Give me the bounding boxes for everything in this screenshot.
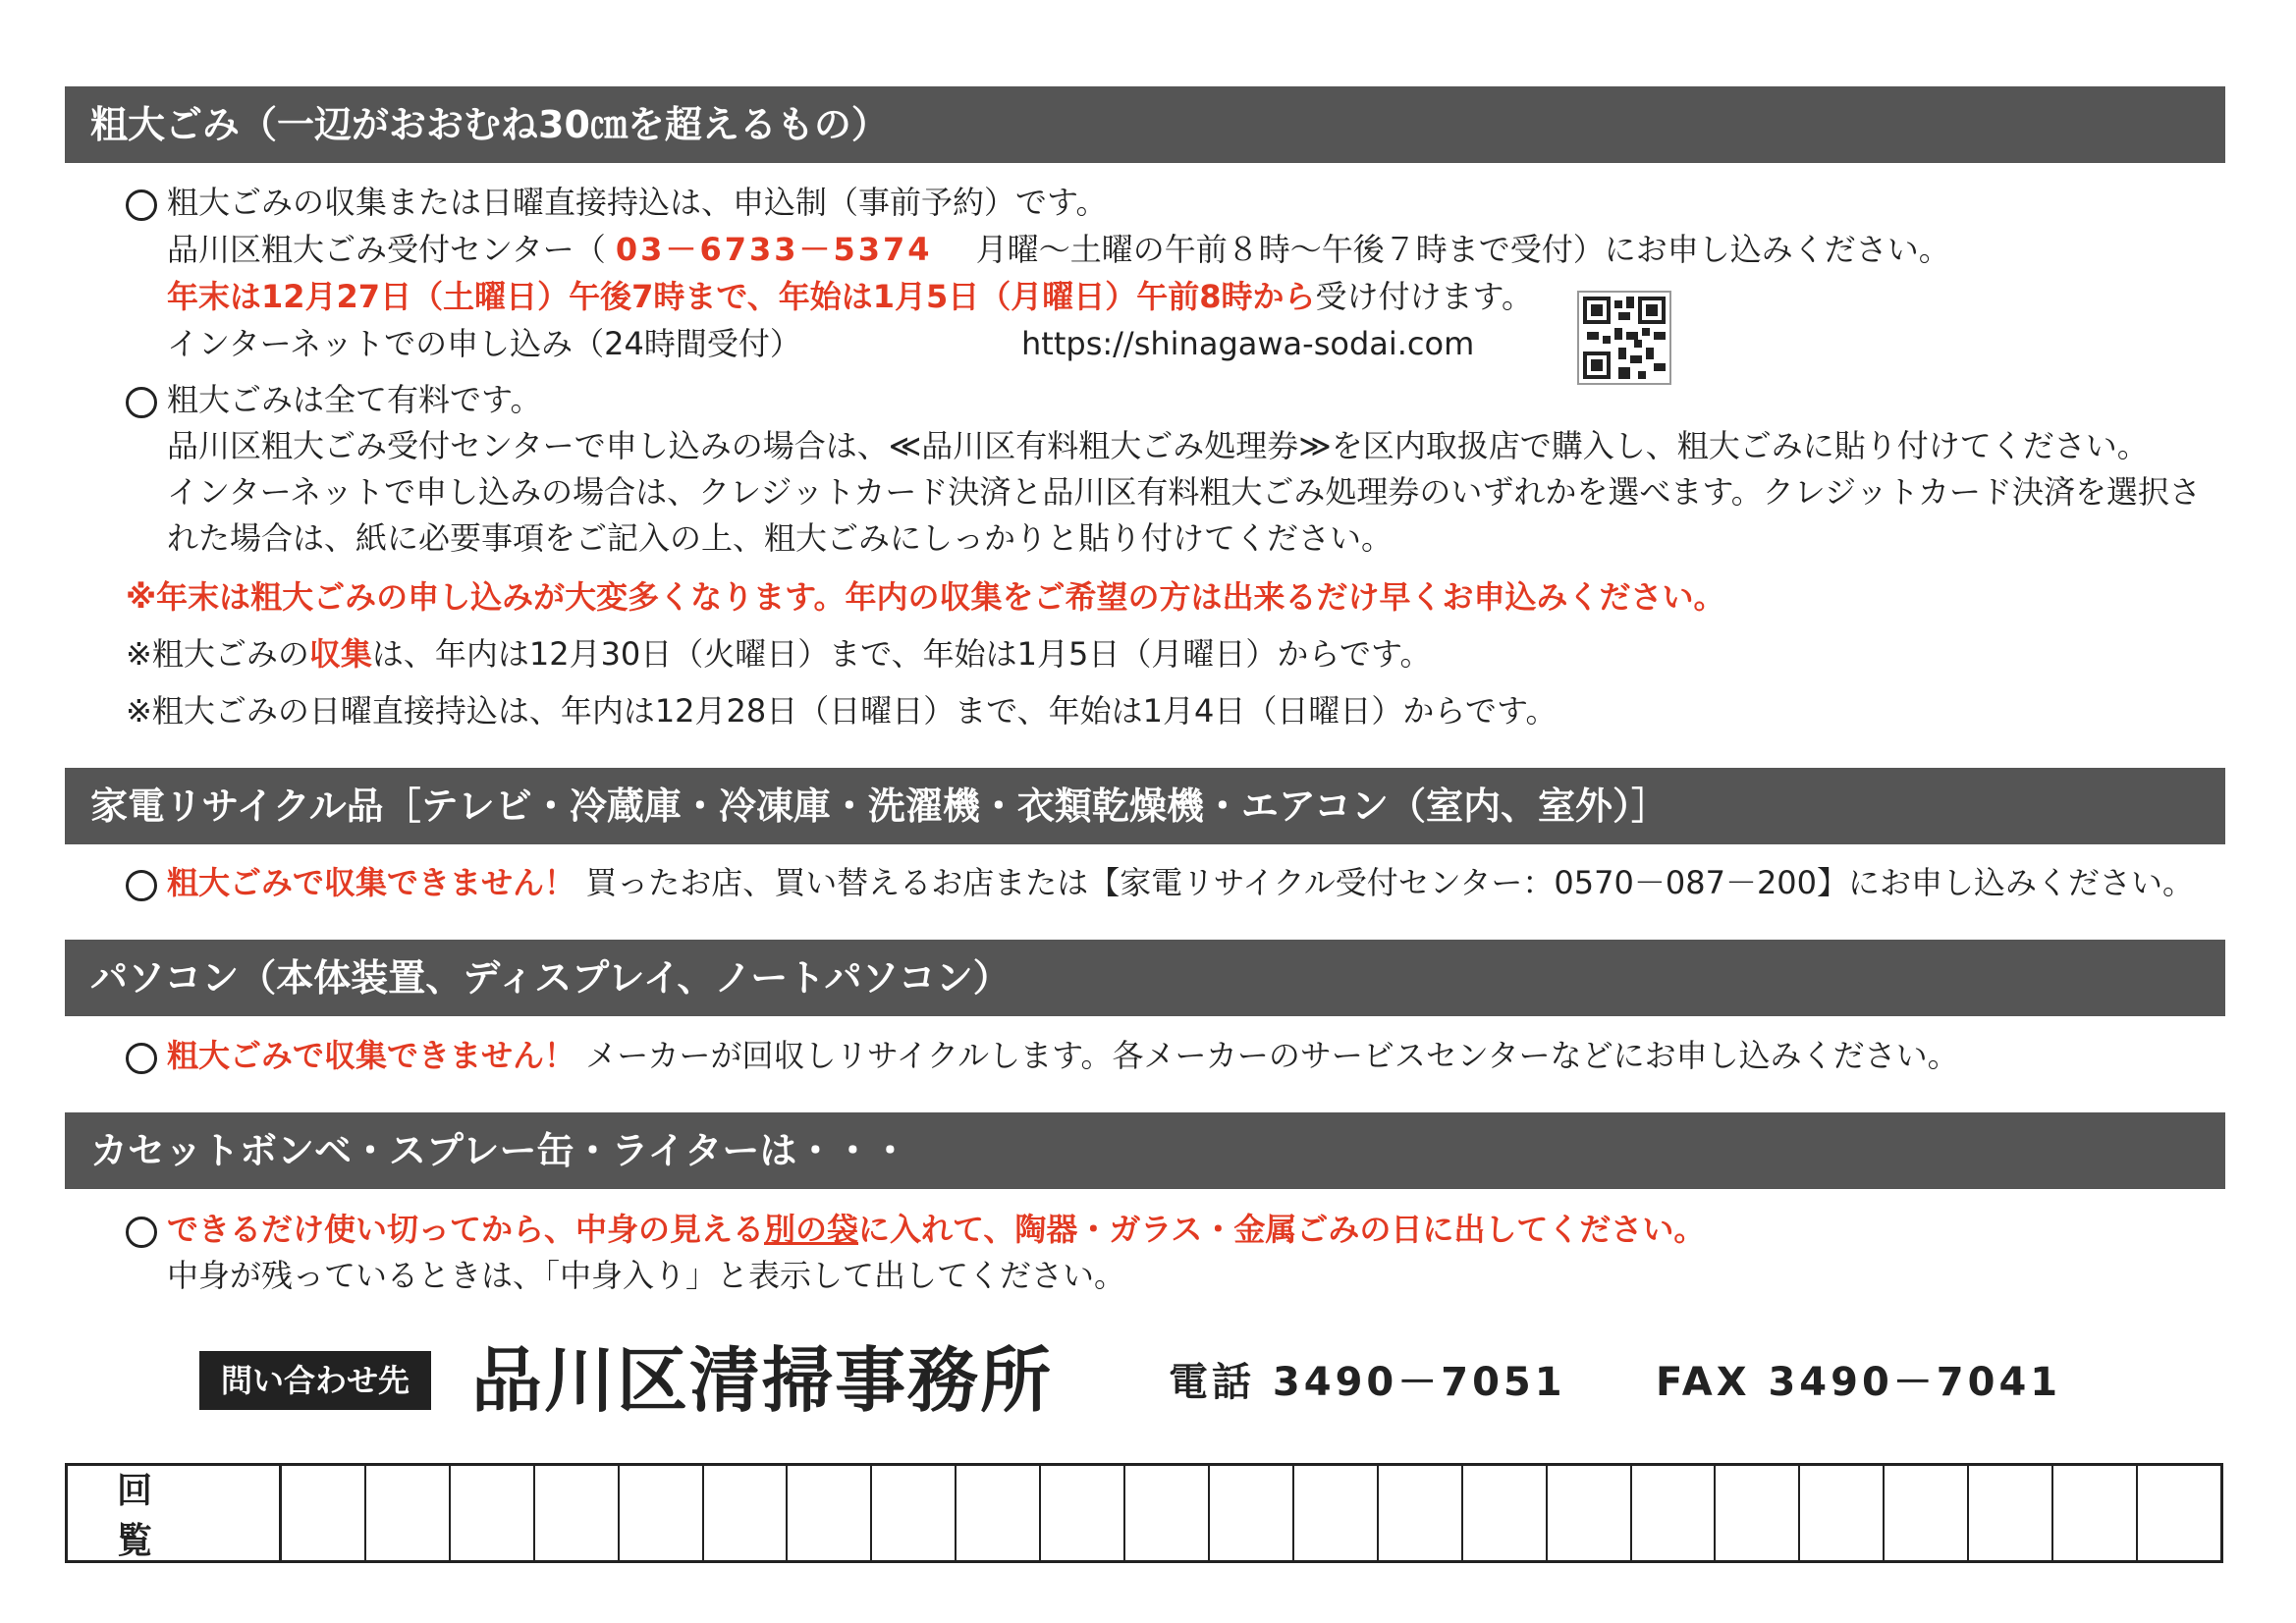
credit-card-option-text-2: れた場合は、紙に必要事項をご記入の上、粗大ごみにしっかりと貼り付けてください。 xyxy=(167,519,1394,557)
circulation-cell xyxy=(2053,1466,2138,1560)
office-name: 品川区清掃事務所 xyxy=(471,1339,1054,1422)
not-collected-warning: 粗大ごみで収集できません！ xyxy=(167,864,576,901)
appliance-recycling-text xyxy=(167,861,2194,904)
circulation-cell xyxy=(2138,1466,2220,1560)
collection-note-prefix: ※粗大ごみの xyxy=(126,635,309,673)
collection-note-highlight: 収集 xyxy=(308,635,372,673)
gas-can-disposal-text xyxy=(167,1208,1705,1251)
application-url-link[interactable]: https://shinagawa-sodai.com xyxy=(1021,325,1475,362)
circulation-cell xyxy=(535,1466,620,1560)
internet-application-text: インターネットでの申し込み（24時間受付） xyxy=(167,325,801,362)
office-fax: FAX 3490－7041 xyxy=(1656,1360,2062,1405)
circulation-cell xyxy=(1632,1466,1717,1560)
gas-can-text-c: に入れて、陶器・ガラス・金属ごみの日に出してください。 xyxy=(858,1211,1706,1248)
bullet-circle xyxy=(126,387,157,418)
circulation-cell xyxy=(957,1466,1041,1560)
qr-code xyxy=(1577,291,1671,385)
section-header-gas-cans: カセットボンベ・スプレー缶・ライターは・・・ xyxy=(65,1112,2225,1189)
circulation-label: 回覧 xyxy=(68,1466,282,1560)
ticket-purchase-text: 品川区粗大ごみ受付センターで申し込みの場合は、≪品川区有料粗大ごみ処理券≫を区内取扱店で購入し、粗大ごみに貼り付けてください。 xyxy=(167,427,2149,464)
contents-remaining-text: 中身が残っているときは、「中身入り」と表示して出してください。 xyxy=(167,1257,1126,1294)
sunday-dropoff-note: ※粗大ごみの日曜直接持込は、年内は12月28日（日曜日）まで、年始は1月4日（日曜日）からです。 xyxy=(126,692,1558,730)
contact-label: 問い合わせ先 xyxy=(199,1351,431,1410)
collection-note-suffix: は、年内は12月30日（火曜日）まで、年始は1月5日（月曜日）からです。 xyxy=(371,635,1432,673)
circulation-cell xyxy=(1041,1466,1125,1560)
circulation-cell xyxy=(1463,1466,1548,1560)
office-phone: 電話 3490－7051 xyxy=(1169,1360,1566,1405)
circulation-cell xyxy=(1969,1466,2053,1560)
bulky-reservation-text: 粗大ごみの収集または日曜直接持込は、申込制（事前予約）です。 xyxy=(167,184,1108,221)
circulation-cell xyxy=(1548,1466,1632,1560)
circulation-cell xyxy=(1294,1466,1379,1560)
bullet-circle xyxy=(126,1217,157,1248)
circulation-cell xyxy=(872,1466,957,1560)
circulation-cell xyxy=(1716,1466,1800,1560)
bullet-circle xyxy=(126,870,157,901)
circulation-cell xyxy=(366,1466,451,1560)
year-end-busy-notice: ※年末は粗大ごみの申し込みが大変多くなります。年内の収集をご希望の方は出来るだけ早くお申込みください。 xyxy=(126,578,1725,616)
gas-can-text-a: できるだけ使い切ってから、中身の見える xyxy=(167,1211,765,1248)
reception-hours: 月曜～土曜の午前８時～午後７時まで受付）にお申し込みください。 xyxy=(975,231,1950,268)
pc-recycling-text xyxy=(167,1034,1959,1077)
circulation-table xyxy=(65,1463,2223,1563)
circulation-cell xyxy=(1379,1466,1463,1560)
collection-schedule-note xyxy=(126,632,1431,676)
appliance-recycling-instructions: 買ったお店、買い替えるお店または【家電リサイクル受付センター：0570－087－200】にお申し込みください。 xyxy=(585,864,2195,901)
separate-bag-emphasis: 別の袋 xyxy=(764,1211,859,1248)
circulation-cell xyxy=(704,1466,789,1560)
year-end-schedule: 年末は12月27日（土曜日）午後7時まで、年始は1月5日（月曜日）午前8時から xyxy=(167,278,1316,315)
circulation-cell xyxy=(451,1466,535,1560)
circulation-cell xyxy=(1210,1466,1294,1560)
circulation-cell xyxy=(1125,1466,1210,1560)
circulation-cell xyxy=(620,1466,704,1560)
circulation-cell xyxy=(1885,1466,1969,1560)
credit-card-option-text: インターネットで申し込みの場合は、クレジットカード決済と品川区有料粗大ごみ処理券のいずれかを選べます。クレジットカード決済を選択さ xyxy=(167,473,2202,511)
section-header-appliance-recycling: 家電リサイクル品［テレビ・冷蔵庫・冷凍庫・洗濯機・衣類乾燥機・エアコン（室内、室外）］ xyxy=(65,768,2225,844)
reception-center-line xyxy=(167,228,1950,271)
bullet-circle xyxy=(126,189,157,221)
reception-phone-number: 03－6733－5374 xyxy=(615,231,933,268)
circulation-cell xyxy=(1800,1466,1885,1560)
circulation-cell xyxy=(282,1466,366,1560)
all-paid-text: 粗大ごみは全て有料です。 xyxy=(167,381,542,418)
reception-center-label: 品川区粗大ごみ受付センター（ xyxy=(167,231,606,268)
section-header-bulky-waste: 粗大ごみ（一辺がおおむね30㎝を超えるもの） xyxy=(65,86,2225,163)
year-end-schedule-suffix: 受け付けます。 xyxy=(1315,278,1533,315)
circulation-cell xyxy=(788,1466,872,1560)
year-end-schedule-line xyxy=(167,275,1533,318)
not-collected-warning: 粗大ごみで収集できません！ xyxy=(167,1037,576,1074)
bullet-circle xyxy=(126,1043,157,1074)
section-header-pc: パソコン（本体装置、ディスプレイ、ノートパソコン） xyxy=(65,940,2225,1016)
pc-recycling-instructions: メーカーが回収しリサイクルします。各メーカーのサービスセンターなどにお申し込みください。 xyxy=(585,1037,1959,1074)
